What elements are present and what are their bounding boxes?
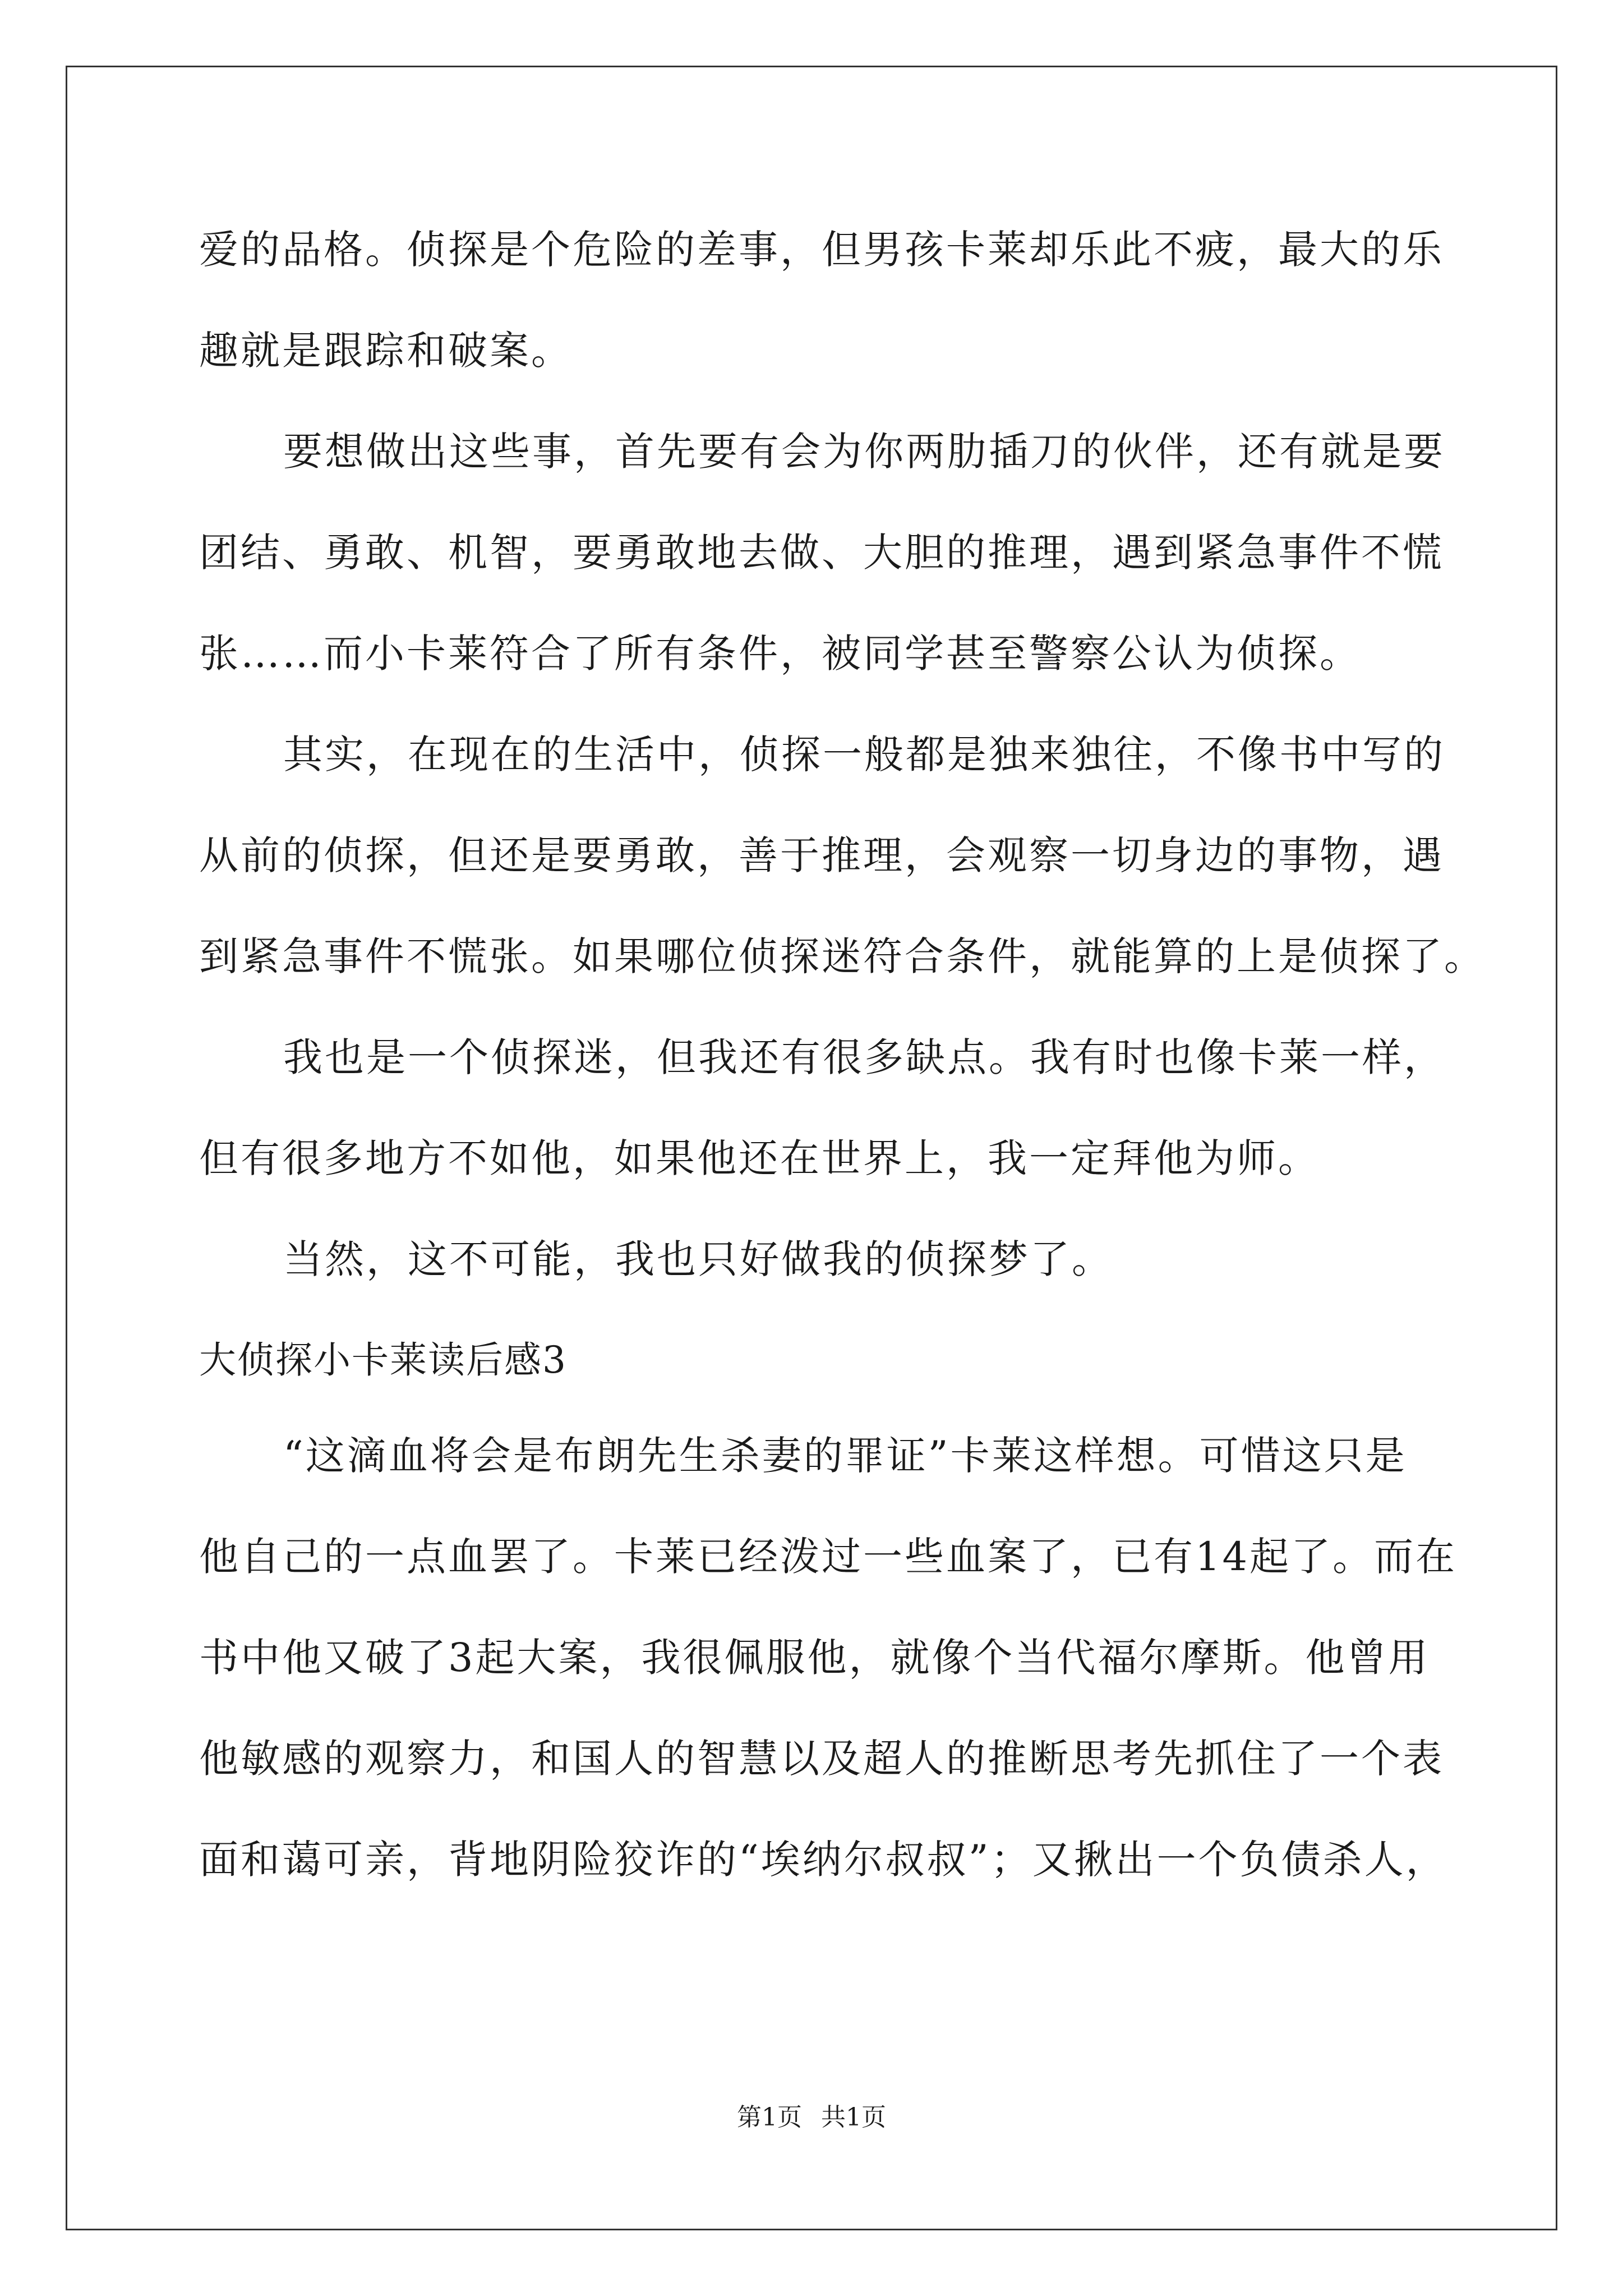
paragraph-line: “这滴血将会是布朗先生杀妻的罪证”卡莱这样想。可惜这只是: [283, 1433, 1407, 1479]
paragraph-line: 团结、勇敢、机智，要勇敢地去做、大胆的推理，遇到紧急事件不慌: [199, 530, 1444, 576]
page-total: 共1页: [821, 2103, 886, 2132]
paragraph-line: 书中他又破了3起大案，我很佩服他，就像个当代福尔摩斯。他曾用: [199, 1635, 1430, 1681]
paragraph-line: 面和蔼可亲，背地阴险狡诈的“埃纳尔叔叔”；又揪出一个负债杀人，: [199, 1837, 1447, 1883]
paragraph-line: 当然，这不可能，我也只好做我的侦探梦了。: [283, 1236, 1113, 1282]
paragraph-line: 到紧急事件不慌张。如果哪位侦探迷符合条件，就能算的上是侦探了。: [199, 933, 1486, 979]
document-body: [199, 222, 1486, 1932]
paragraph-line: 他自己的一点血罢了。卡莱已经泼过一些血案了，已有14起了。而在: [199, 1534, 1458, 1580]
paragraph-line: 趣就是跟踪和破案。: [199, 328, 573, 374]
paragraph-line: 爱的品格。侦探是个危险的差事，但男孩卡莱却乐此不疲，最大的乐: [199, 227, 1444, 273]
paragraph-line: 我也是一个侦探迷，但我还有很多缺点。我有时也像卡莱一样，: [283, 1034, 1445, 1080]
paragraph-line: 要想做出这些事，首先要有会为你两肋插刀的伙伴，还有就是要: [283, 429, 1445, 475]
page-footer: [0, 2101, 1623, 2134]
section-heading: 大侦探小卡莱读后感3: [199, 1338, 567, 1382]
paragraph-line: 从前的侦探，但还是要勇敢，善于推理，会观察一切身边的事物，遇: [199, 832, 1444, 878]
paragraph-line: 他敏感的观察力，和国人的智慧以及超人的推断思考先抓住了一个表: [199, 1736, 1444, 1782]
paragraph-line: 张……而小卡莱符合了所有条件，被同学甚至警察公认为侦探。: [199, 631, 1361, 677]
page-number: 第1页: [737, 2103, 802, 2132]
paragraph-line: 其实，在现在的生活中，侦探一般都是独来独往，不像书中写的: [283, 731, 1445, 777]
paragraph-line: 但有很多地方不如他，如果他还在世界上，我一定拜他为师。: [199, 1135, 1320, 1181]
